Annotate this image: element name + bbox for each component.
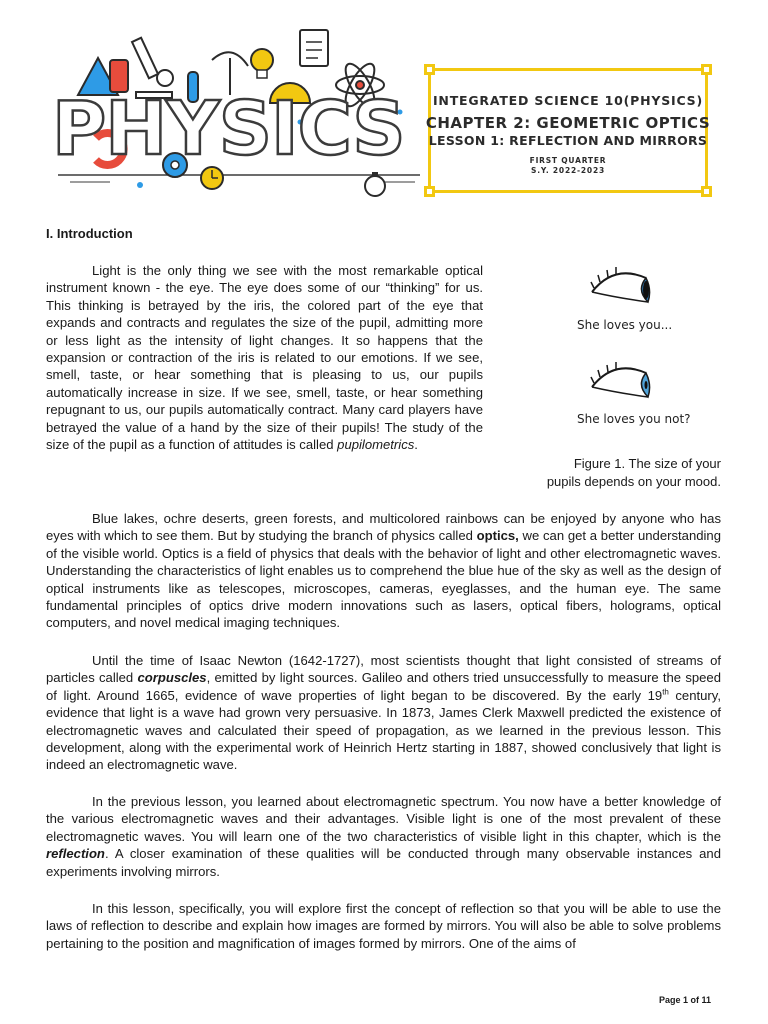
header-banner [0, 0, 768, 210]
chapter-title: CHAPTER 2: GEOMETRIC OPTICS [425, 114, 711, 132]
quarter-label: FIRST QUARTER [529, 156, 607, 165]
paragraph-reflection: In the previous lesson, you learned about electromagnetic spectrum. You now have a better knowledge of the various electromagnetic waves and their advantages. Visible light is one of the most prevalent of these electromagnetic waves. You will learn one of the two characteristics of visible light in this chapter, which is the reflection. A closer examination of these qualities will be conducted through many observable instances and experiments involving mirrors. [46, 794, 721, 879]
figure-caption: Figure 1. The size of your pupils depends on your mood. [546, 456, 721, 489]
eye-small-pupil-icon [588, 357, 658, 407]
physics-logo-word: PHYSICS [52, 86, 405, 172]
section-heading: I. Introduction [46, 226, 133, 241]
clipboard-icon [300, 30, 328, 66]
lightbulb-icon [251, 49, 273, 78]
paragraph-lesson-aims: In this lesson, specifically, you will explore first the concept of reflection so that you will be able to use the laws of reflection to describe and explain how images are formed by mirrors. You will also be able to solve problems pertaining to the position and magnification of images formed by mirrors. One of the aims of [46, 901, 721, 951]
paragraph-pupilometrics: Light is the only thing we see with the most remarkable optical instrument known - the eye. The eye does some of our “thinking” for us. This thinking is betrayed by the iris, the colored part of the eye that expands and contracts and regulates the size of the pupil, admitting more or less light as the intensity of light changes. It so happens that the expansion or contraction of the iris is related to our emotions. If we see, smell, taste, or hear something that is pleasing to us, our pupils automatically increase in size. If we see, smell, taste, or hear something repugnant to us, our pupils automatically contract. Many card players have betrayed the value of a hand by the size of their pupils! The study of the size of the pupil as a function of attitudes is called pupilometrics. [46, 263, 483, 453]
figure-label-loves: She loves you... [577, 318, 673, 332]
eye-large-pupil-icon [588, 262, 658, 312]
course-title: INTEGRATED SCIENCE 10(PHYSICS) [432, 93, 703, 108]
lesson-title: LESSON 1: REFLECTION AND MIRRORS [428, 133, 708, 148]
paragraph-history: Until the time of Isaac Newton (1642-1727), most scientists thought that light consisted of streams of particles called corpuscles, emitted by light sources. Galileo and others tried unsuccessfully to measure the speed of light. Around 1665, evidence of wave properties of light began to be discovered. By the early 19th century, evidence that light is a wave had grown very persuasive. In 1873, James Clerk Maxwell predicted the existence of electromagnetic waves and calculated their speed of propagation, as we learned in the previous lesson. This development, along with the experimental work of Heinrich Hertz starting in 1887, showed conclusively that light is indeed an electromagnetic wave. [46, 653, 721, 773]
school-year-label: S.Y. 2022-2023 [531, 166, 605, 175]
paragraph-optics: Blue lakes, ochre deserts, green forests, and multicolored rainbows can be enjoyed by anyone who has eyes with which to see them. But by studying the branch of physics called optics, we can get a better understanding of the visible world. Optics is a field of physics that deals with the behavior of light and other electromagnetic waves. Understanding the characteristics of light enables us to comprehend the blue hue of the sky as well as the design of optical instruments like as telescopes, microscopes, cameras, eyeglasses, and the human eye. The same fundamental principles of optics drive modern innovations such as lasers, optical fibers, holograms, optical computers, and novel medical imaging techniques. [46, 511, 721, 631]
figure-label-loves-not: She loves you not? [577, 412, 691, 426]
page-number: Page 1 of 11 [658, 995, 711, 1005]
